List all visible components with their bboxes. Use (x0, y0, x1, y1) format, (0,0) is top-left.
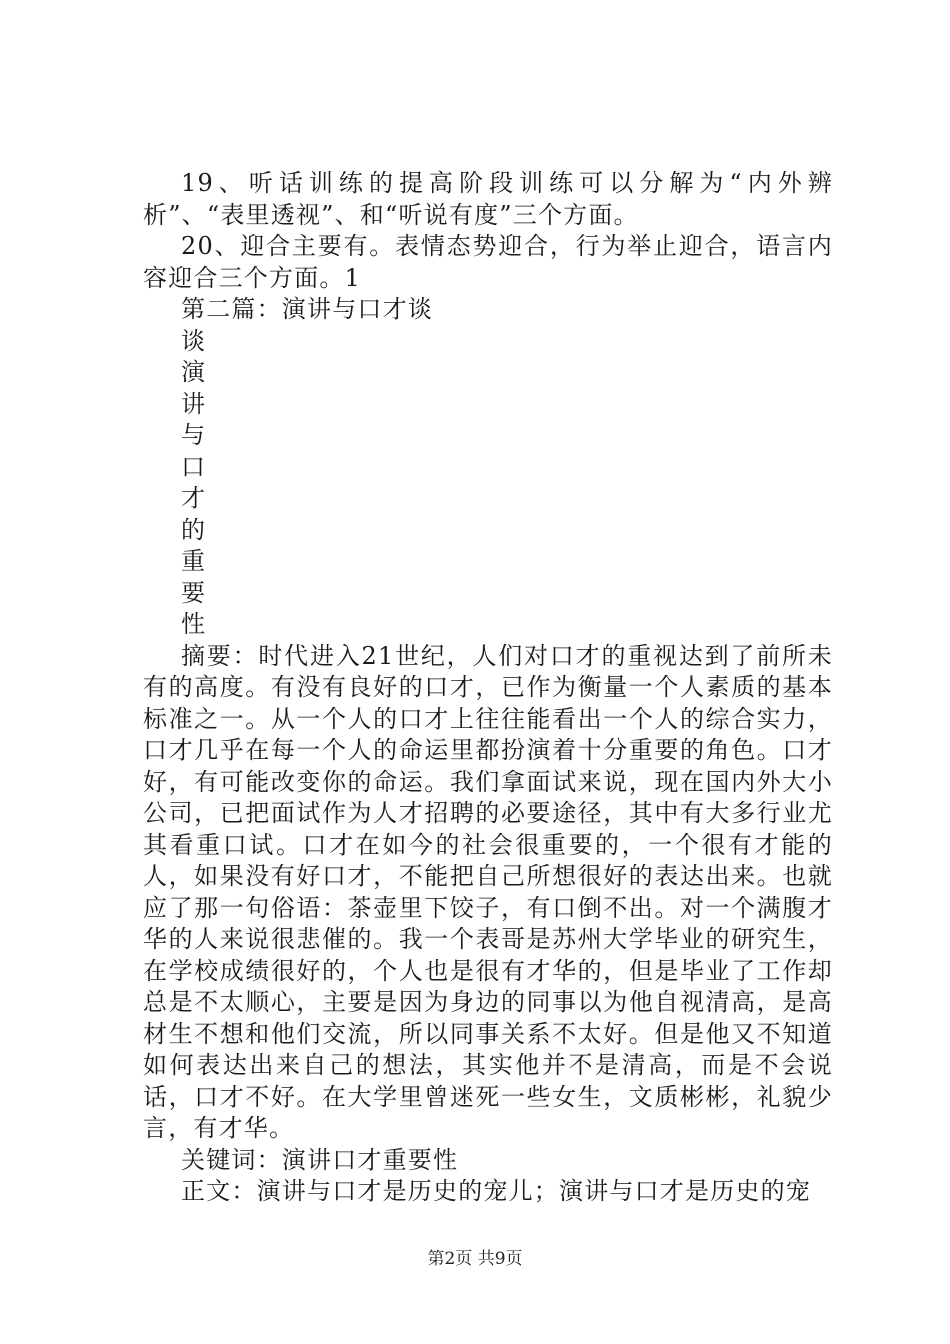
section-heading: 第二篇：演讲与口才谈 (181, 295, 433, 323)
keywords-line: 关键词：演讲口才重要性 (181, 1145, 459, 1174)
document-body (143, 168, 833, 1208)
paragraph-item-20: 20、迎合主要有。表情态势迎合，行为举止迎合，语言内容迎合三个方面。1 (143, 232, 833, 292)
page-number-footer: 第2页 共9页 (427, 1249, 523, 1269)
vertical-title: 谈演讲与口才的重要性 (181, 326, 207, 638)
abstract-paragraph: 摘要：时代进入21世纪，人们对口才的重视达到了前所未有的高度。有没有良好的口才，已作为衡量一个人素质的基本标准之一。从一个人的口才上往往能看出一个人的综合实力，口才几乎在每一个人的命运里都扮演着十分重要的角色。口才好，有可能改变你的命运。我们拿面试来说，现在国内外大小公司，已把面试作为人才招聘的必要途径，其中有大多行业尤其看重口试。口才在如今的社会很重要的，一个很有才能的人，如果没有好口才，不能把自己所想很好的表达出来。也就应了那一句俗语：茶壶里下饺子，有口倒不出。对一个满腹才华的人来说很悲催的。我一个表哥是苏州大学毕业的研究生，在学校成绩很好的，个人也是很有才华的，但是毕业了工作却总是不太顺心，主要是因为身边的同事以为他自视清高，是高材生不想和他们交流，所以同事关系不太好。但是他又不知道如何表达出来自己的想法，其实他并不是清高，而是不会说话，口才不好。在大学里曾迷死一些女生，文质彬彬，礼貌少言，有才华。 (143, 641, 833, 1142)
paragraph-item-19: 19、听话训练的提高阶段训练可以分解为“内外辨析”、“表里透视”、和“听说有度”三个方面。 (143, 169, 833, 229)
body-start-line: 正文：演讲与口才是历史的宠儿；演讲与口才是历史的宠 (181, 1177, 811, 1205)
